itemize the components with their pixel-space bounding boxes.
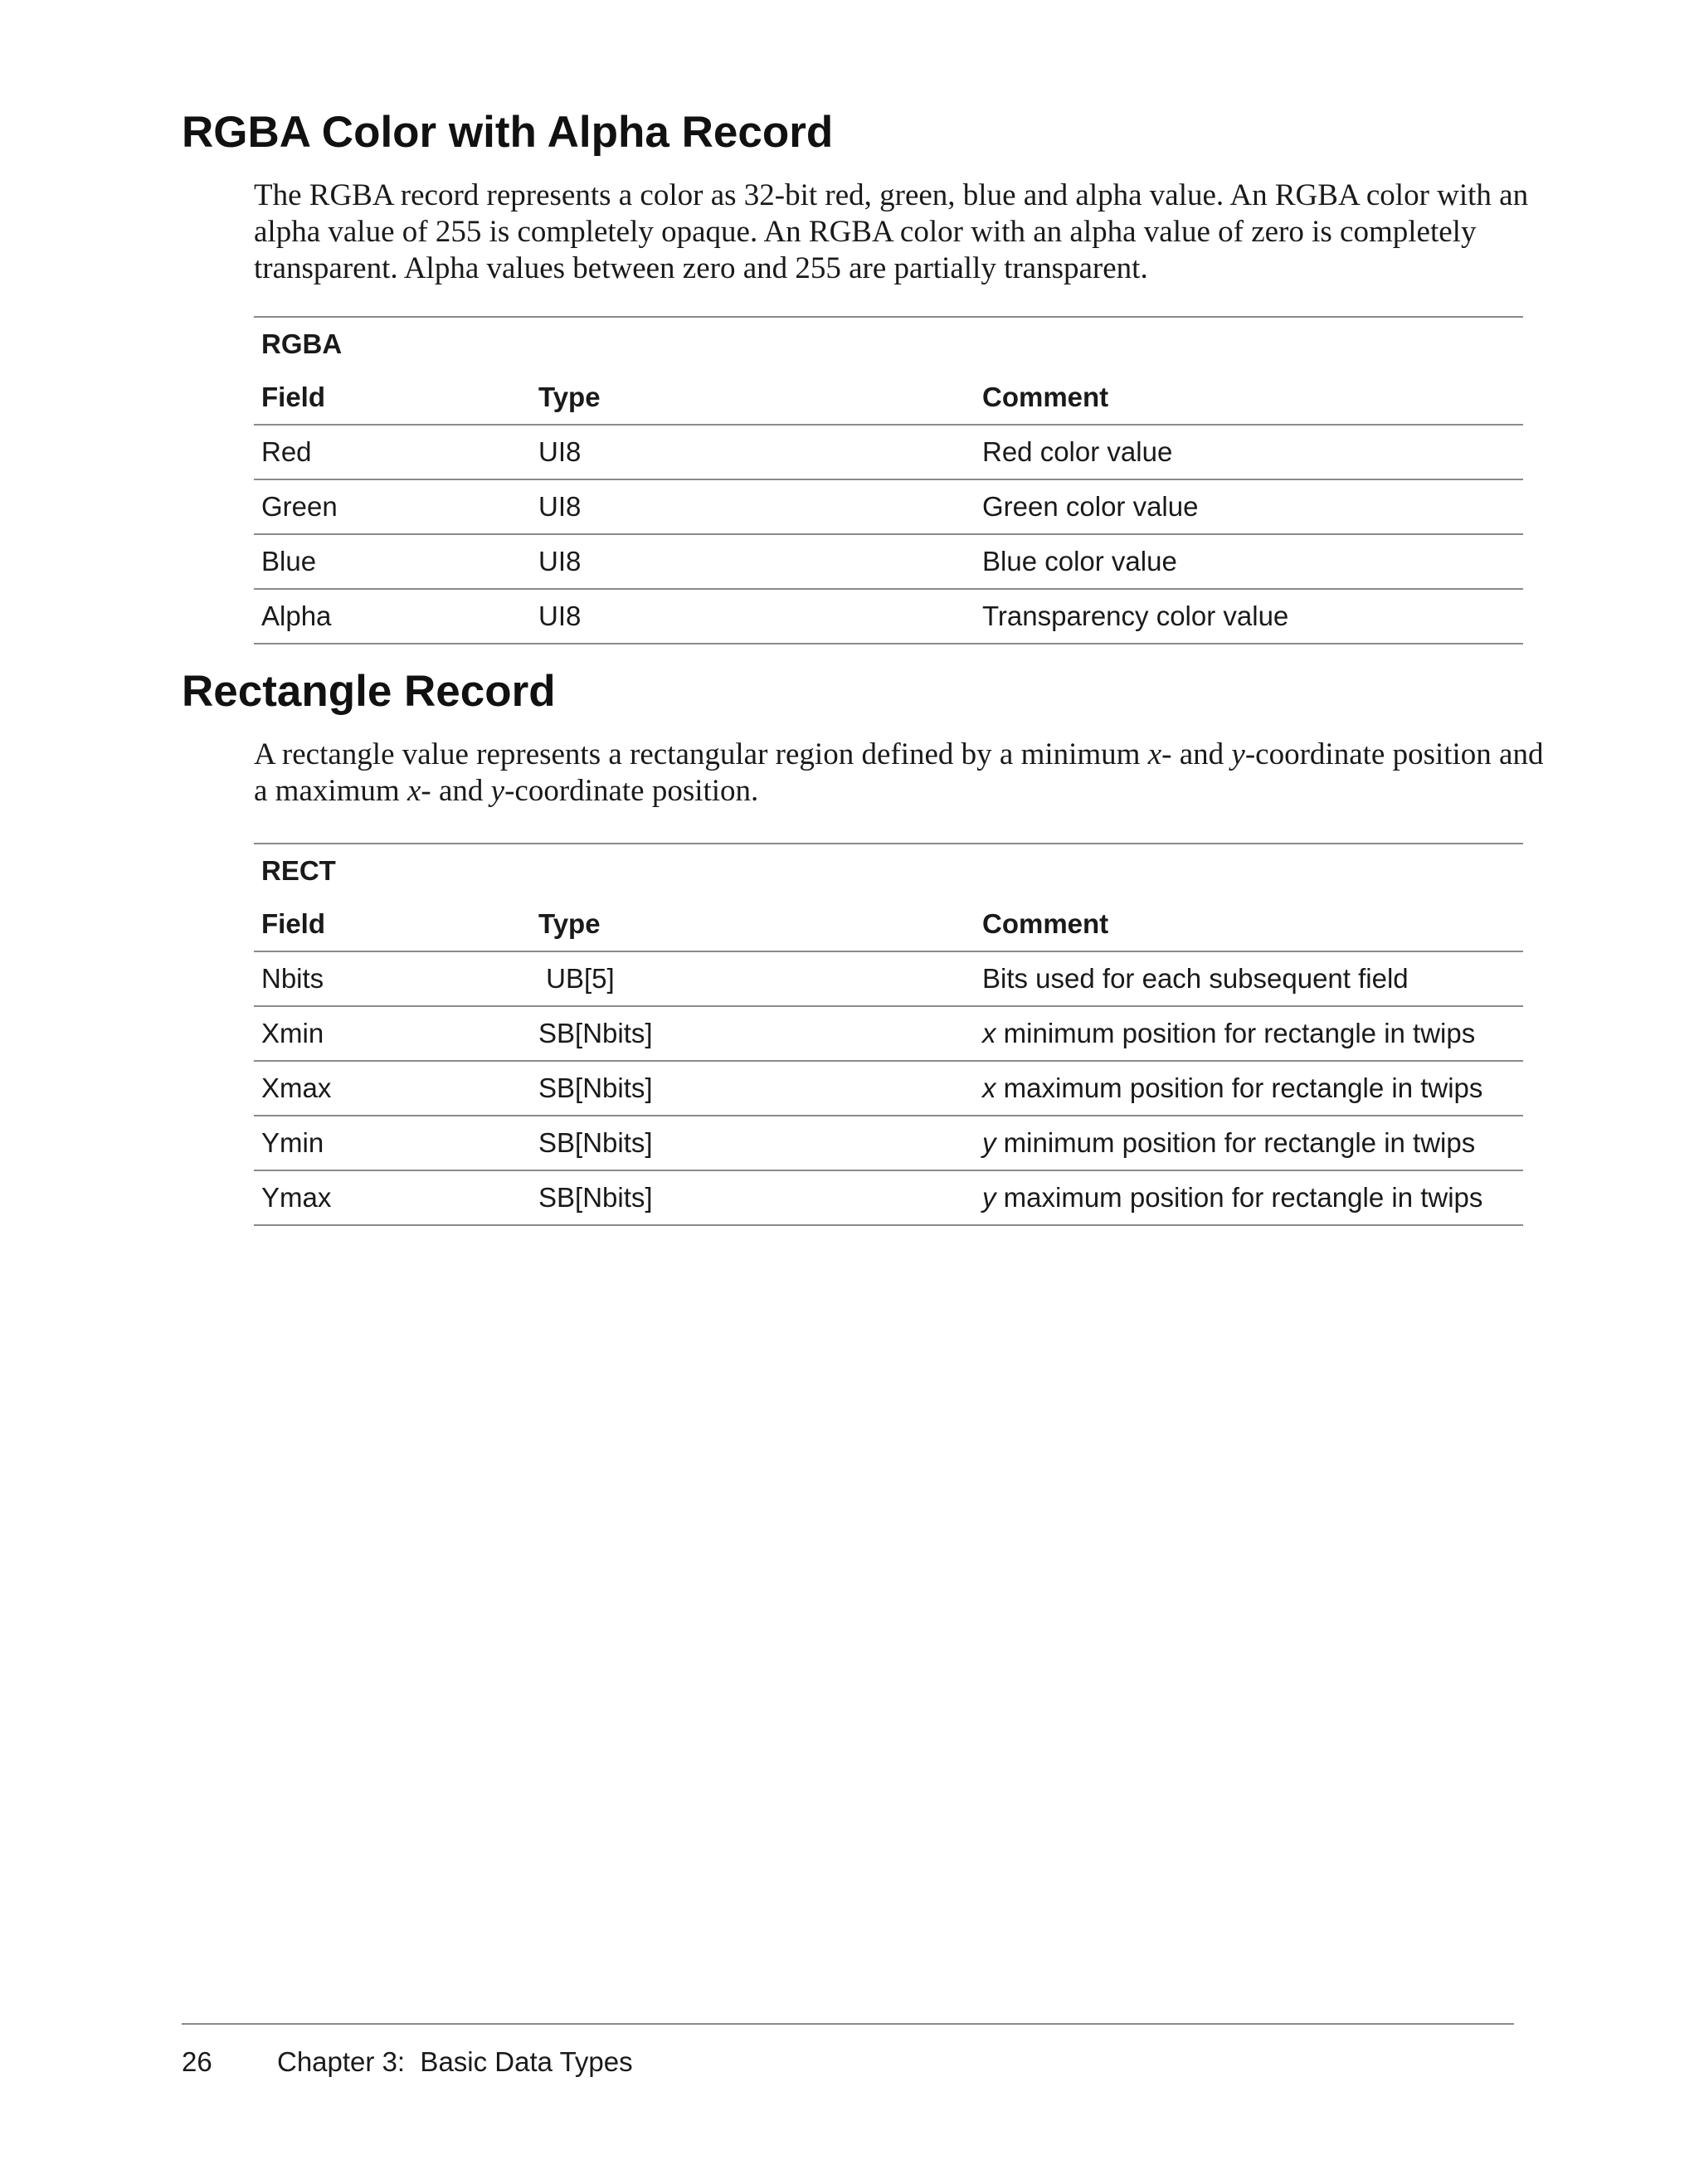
table-name-row <box>254 317 1523 371</box>
footer-divider <box>182 2023 1514 2025</box>
comment-variable: x <box>982 1073 996 1103</box>
comment-cell: Blue color value <box>975 534 1523 589</box>
field-cell: Blue <box>254 534 531 589</box>
column-header-field: Field <box>254 897 531 951</box>
table-row <box>254 534 1523 589</box>
column-header-type: Type <box>531 897 975 951</box>
rect-section-heading: Rectangle Record <box>182 667 556 716</box>
table-name: RGBA <box>254 317 1523 371</box>
field-cell: Nbits <box>254 951 531 1006</box>
table-row <box>254 951 1523 1006</box>
comment-cell <box>975 1116 1523 1170</box>
comment-cell <box>975 1170 1523 1225</box>
paragraph-text: -coordinate position and a maximum <box>254 737 1544 808</box>
type-cell: SB[Nbits] <box>531 1170 975 1225</box>
field-cell: Xmax <box>254 1061 531 1116</box>
rgba-section-heading: RGBA Color with Alpha Record <box>182 108 834 157</box>
table-row <box>254 1170 1523 1225</box>
field-cell: Green <box>254 479 531 534</box>
comment-cell <box>975 1061 1523 1116</box>
comment-cell: Red color value <box>975 425 1523 479</box>
type-cell: UI8 <box>531 425 975 479</box>
rect-description-paragraph <box>254 737 1548 810</box>
comment-cell: Green color value <box>975 479 1523 534</box>
column-header-comment: Comment <box>975 371 1523 425</box>
chapter-title: Chapter 3: Basic Data Types <box>277 2046 633 2077</box>
field-cell: Ymin <box>254 1116 531 1170</box>
comment-text: maximum position for rectangle in twips <box>996 1182 1483 1213</box>
column-header-type: Type <box>531 371 975 425</box>
field-cell: Ymax <box>254 1170 531 1225</box>
comment-cell <box>975 1006 1523 1061</box>
table-row <box>254 1061 1523 1116</box>
paragraph-text: - and <box>1161 737 1232 771</box>
comment-variable: y <box>982 1182 996 1213</box>
variable-y: y <box>490 774 505 808</box>
type-cell: SB[Nbits] <box>531 1006 975 1061</box>
comment-cell: Transparency color value <box>975 589 1523 644</box>
type-cell: UI8 <box>531 479 975 534</box>
field-cell: Xmin <box>254 1006 531 1061</box>
table-header-row <box>254 897 1523 951</box>
rgba-description-paragraph: The RGBA record represents a color as 32-bit red, green, blue and alpha value. An RGBA color with an alpha value of 255 is completely opaque. An RGBA color with an alpha value of zero is completely transparent. Alpha values between zero and 255 are partially transparent. <box>254 178 1529 285</box>
type-cell: UI8 <box>531 589 975 644</box>
table-row <box>254 479 1523 534</box>
type-cell: UI8 <box>531 534 975 589</box>
paragraph-text: - and <box>421 774 491 808</box>
table-row <box>254 1116 1523 1170</box>
comment-text: minimum position for rectangle in twips <box>996 1127 1476 1158</box>
paragraph-text: -coordinate position. <box>504 774 759 808</box>
comment-text: minimum position for rectangle in twips <box>996 1018 1476 1048</box>
page-footer <box>182 2045 633 2079</box>
table-row <box>254 425 1523 479</box>
variable-x: x <box>1147 737 1162 771</box>
column-header-field: Field <box>254 371 531 425</box>
type-cell: UB[5] <box>531 951 975 1006</box>
table-name-row <box>254 844 1523 897</box>
table-row <box>254 589 1523 644</box>
variable-y: y <box>1231 737 1245 771</box>
comment-variable: x <box>982 1018 996 1048</box>
table-row <box>254 1006 1523 1061</box>
type-cell: SB[Nbits] <box>531 1116 975 1170</box>
column-header-comment: Comment <box>975 897 1523 951</box>
rgba-record-table <box>254 316 1523 644</box>
comment-text: Bits used for each subsequent field <box>982 963 1409 994</box>
field-cell: Alpha <box>254 589 531 644</box>
table-header-row <box>254 371 1523 425</box>
page-number: 26 <box>182 2046 212 2077</box>
field-cell: Red <box>254 425 531 479</box>
comment-variable: y <box>982 1127 996 1158</box>
rect-record-table <box>254 843 1523 1226</box>
variable-x: x <box>406 774 421 808</box>
paragraph-text: A rectangle value represents a rectangular region defined by a minimum <box>254 737 1148 771</box>
comment-cell <box>975 951 1523 1006</box>
table-name: RECT <box>254 844 1523 897</box>
type-cell: SB[Nbits] <box>531 1061 975 1116</box>
comment-text: maximum position for rectangle in twips <box>996 1073 1483 1103</box>
